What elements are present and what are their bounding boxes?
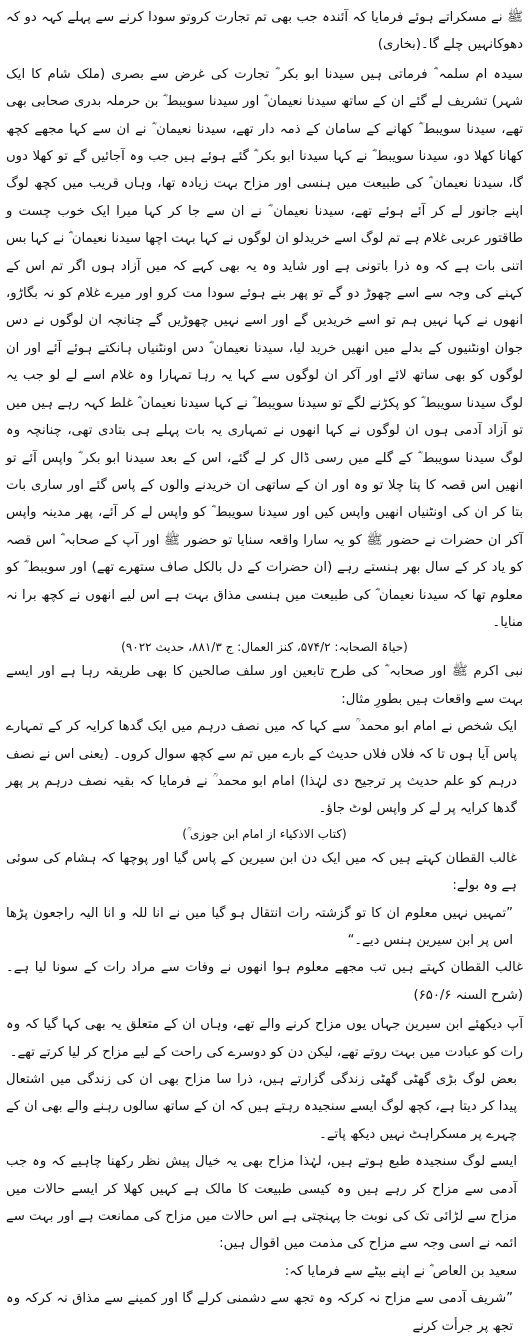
paragraph-ibn-sirin-worship: آپ دیکھئے ابن سیرین جہاں یوں مزاح کرنے والے تھے، وہاں ان کے متعلق یہ بھی کہا گیا کہ وہ رات کو عبادت میں بہت روتے تھے، لیکن دن کو دوسرے کی راحت کے لیے مزاح کر لیا کرتے تھے۔ bbox=[6, 1017, 523, 1060]
reference-hayat-sahaba: (حیاۃ الصحابہ: ۵۷۴/۲، کنز العمال: ج ۸۸۱/۳، حدیث ۹۰۲۲) bbox=[121, 640, 408, 655]
paragraph-tabieen-intro: نبی اکرم ﷺ اور صحابہ ؓ کی طرح تابعین اور سلف صالحین کا بھی طریقہ رہا ہے اور ایسے بہت سے واقعات ہیں بطورِ مثال: bbox=[6, 664, 523, 707]
paragraph-ghalib-conclusion: غالب القطان کہتے ہیں تب مجھے معلوم ہوا انھوں نے وفات سے مراد رات کے سونا لیا ہے۔ (شرح السنہ ۶۵۰/۶) bbox=[6, 960, 523, 1003]
quote-noble-man: ”شریف آدمی سے مزاح نہ کرکہ وہ تجھ سے دشمنی کرلے گا اور کمینے سے مذاق نہ کرکہ وہ تجھ پر جرأت کرنے bbox=[6, 1291, 513, 1334]
paragraph-umm-salama-story: سیدہ ام سلمہ ؓ فرماتی ہیں سیدنا ابو بکر ؓ تجارت کی غرض سے بصری (ملک شام کا ایک شہر) تشریف لے گئے ان کے ساتھ سیدنا نعیمان ؓ اور سیدنا سویبط ؓ بن حرملہ بدری صحابی بھی تھے، سیدنا سویبط ؓ کھانے کے سامان کے ذمہ دار تھے، سیدنا نعیمان ؓ نے ان سے کہا مجھے کچھ کھانا کھلا دو، سیدنا سویبط ؓ نے کہا سیدنا ابو بکر ؓ گئے ہوئے ہیں جب وہ آجائیں گے تو کھلا دوں گا، سیدنا نعیمان ؓ کی طبیعت میں ہنسی اور مزاح بہت زیادہ تھا، وہاں قریب میں کچھ لوگ اپنے جانور لے کر آئے ہوئے تھے، سیدنا نعیمان ؓ نے ان سے جا کر کہا میرا ایک خوب چست و طاقتور عربی غلام ہے تم لوگ اسے خریدلو ان لوگوں نے کہا بہت اچھا سیدنا نعیمان ؓ نے کہا بس اتنی بات ہے کہ وہ ذرا باتونی ہے اور شاید وہ یہ بھی کہے کہ میں آزاد ہوں اگر تم اس کے کہنے کی وجہ سے اسے چھوڑ دو گے تو پھر بنے ہوئے سودا مت کرو اور میرے غلام کو نہ بگاڑو، انھوں نے کہا نہیں ہم تو اسے خریدیں گے اور اسے نہیں چھوڑیں گے چنانچہ ان لوگوں نے دس جوان اونٹنیوں کے بدلے میں انھیں خرید لیا، سیدنا نعیمان ؓ دس اونٹنیاں ہانکتے ہوئے آئے اور ان لوگوں کو بھی ساتھ لائے اور آکر ان لوگوں سے کہا یہ رہا تمہارا وہ غلام اسے لے لو جب یہ لوگ سیدنا سویبط ؓ کو پکڑنے لگے تو سیدنا سویبط ؓ نے کہا سیدنا نعیمان ؓ غلط کہہ رہے ہیں میں تو آزاد آدمی ہوں ان لوگوں نے کہا انھوں نے تمہاری یہ بات پہلے ہی بتادی تھی، چنانچہ وہ لوگ سیدنا سویبط ؓ کے گلے میں رسی ڈال کر لے گئے، اس کے بعد سیدنا ابو بکر ؓ واپس آئے تو انھیں اس قصہ کا پتا چلا تو وہ اور ان کے ساتھی ان خریدنے والوں کے پاس گئے اور ساری بات بتا کر ان کی اونٹنیاں انھیں واپس کیں اور سیدنا سویبط ؓ کو واپس لے کر آئے، پھر مدینہ واپس آکر ان حضرات نے حضور ﷺ کو یہ سارا واقعہ سنایا تو حضور ﷺ اور آپ کے صحابہ ؓ اس قصہ کو یاد کر کے سال بھر ہنستے رہے (ان حضرات کے دل بالکل صاف ستھرے تھے) اور سویبط ؓ کو معلوم تھا کہ سیدنا نعیمان ؓ کی طبیعت میں ہنسی مذاق بہت ہے اس لیے انھوں نے کچھ برا نہ منایا۔ bbox=[6, 66, 523, 630]
paragraph-abu-muhammad: ایک شخص نے امام ابو محمد ؒ سے کہا کہ میں نصف درہم میں ایک گدھا کرایہ کر کے تمہارے پاس آیا ہوں تا کہ فلاں فلاں حدیث کے بارے میں تم سے کچھ سوال کروں۔ (یعنی اس نے نصف درہم کو علم حدیث پر ترجیح دی لہٰذا) امام ابو محمد ؒ نے فرمایا کہ بقیہ نصف درہم پر پھر گدھا کرایہ پر لے کر واپس لوٹ جاؤ۔ bbox=[6, 719, 517, 817]
quote-ibn-sirin: ”تمہیں نہیں معلوم ان کا تو گزشتہ رات انتقال ہو گیا میں نے انا للہ و انا الیہ راجعون پڑھا اس پر ابن سیرین ہنس دیے۔“ bbox=[6, 905, 513, 948]
reference-kitab-al-adhkiya: (کتاب الاذکیاء از امام ابن جوزی ؒ) bbox=[182, 826, 347, 841]
paragraph-caution-in-jest: ایسے لوگ سنجیدہ طبع ہوتے ہیں، لہٰذا مزاح بھی یہ خیال پیش نظر رکھنا چاہیے کہ وہ جب آدمی سے مزاح کر رہے ہیں وہ کیسی طبیعت کا مالک ہے کہیں کھلا کر ایسے حالات میں مزاح سے لڑائی تک کی نوبت جا پہنچتی ہے اس حالات میں مزاح کی ممانعت ہے اور بہت سے ائمہ نے اسی وجہ سے مزاح کی مذمت میں اقوال ہیں: bbox=[6, 1154, 517, 1252]
paragraph-serious-people: بعض لوگ بڑی گھٹی گھٹی زندگی گزارتے ہیں، ذرا سا مزاح بھی ان کی زندگی میں اشتعال پیدا کر دیتا ہے، کچھ لوگ ایسے سنجیدہ رہتے ہیں کہ ان کے ساتھ سالوں رہنے والے بھی ان کے چہرے پر مسکراہٹ نہیں دیکھ پاتے۔ bbox=[6, 1072, 517, 1142]
paragraph-said-ibn-al-as: سعید بن العاص ؓ نے اپنے بیٹے سے فرمایا کہ: bbox=[284, 1263, 517, 1279]
paragraph-hadith-ending: ﷺ نے مسکراتے ہوئے فرمایا کہ آئندہ جب بھی تم تجارت کروتو سودا کرنے سے پہلے کہہ دو کہ دھوکانہیں چلے گا۔(بخاری) bbox=[6, 10, 523, 53]
paragraph-ghalib-qattan: غالب القطان کہتے ہیں کہ میں ایک دن ابن سیرین کے پاس گیا اور پوچھا کہ ہشام کی سوئی ہے وہ بولے: bbox=[6, 850, 517, 894]
